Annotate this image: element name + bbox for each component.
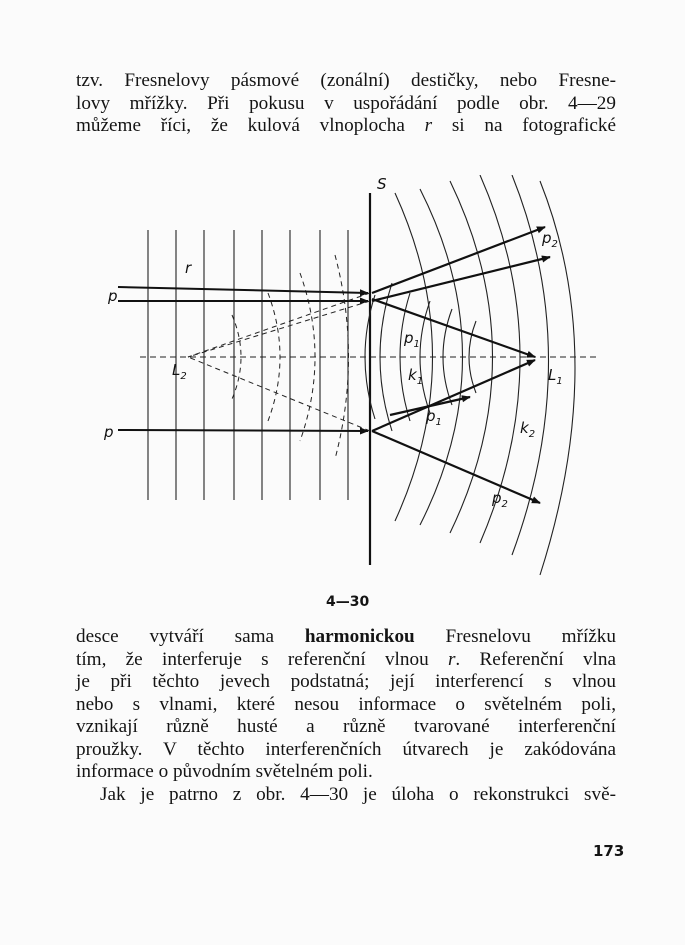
text-line: informace o původním světelném poli. [76,761,373,782]
text-run: desce vytváří sama [76,626,305,647]
text-line: proužky. V těchto interferenčních útvarech je zakódována [76,738,616,760]
label-k1: $k_1$ [408,366,424,387]
text-line [76,649,616,672]
label-s: S [377,175,387,193]
text-run: . Referenční vlna [455,648,616,670]
italic-symbol: r [424,115,433,136]
bottom-paragraph [76,626,616,806]
label-p1-lower: $p_1$ [426,407,442,428]
diffracted-beams [372,227,550,503]
text-line: Jak je patrno z obr. 4—30 je úloha o rekonstrukci svě- [100,783,616,805]
label-r: r [185,259,192,277]
italic-symbol: r [447,648,456,670]
label-p2-top: $p_2$ [542,229,558,250]
text-run: Fresnelovu mřížku [414,626,616,647]
text-line: vznikají různě husté a různě tvarované interferenční [76,716,616,737]
text-line: je při těchto jevech podstatná; její interferencí s vlnou [76,671,616,692]
label-p2-bottom: $p_2$ [492,489,508,510]
incoming-beams [118,287,368,431]
text-line: nebo s vlnami, které nesou informace o světelném poli, [76,693,616,715]
text-run: můžeme říci, že kulová vlnoplocha [76,115,425,136]
text-line: tzv. Fresnelovy pásmové (zonální) destičky, nebo Fresne- [76,70,616,91]
label-k2: $k_2$ [520,419,536,440]
bold-term: harmonickou [304,626,415,647]
text-line [76,626,616,649]
text-run: tím, že interferuje s referenční vlnou [76,648,448,670]
text-run: si na fotografické [432,115,616,136]
label-p-bottom: p [104,423,114,441]
virtual-rays [188,293,370,431]
label-l1: $L_1$ [548,366,563,387]
hologram-reconstruction-diagram [0,175,685,595]
label-l2: $L_2$ [172,361,187,382]
label-p1-upper: $p_1$ [404,329,420,350]
text-line [76,115,616,138]
page-number: 173 [593,842,625,860]
top-paragraph [76,70,616,138]
label-p-top: p [108,287,118,305]
figure-caption: 4—30 [326,594,370,610]
text-line: lovy mřížky. Při pokusu v uspořádání podle obr. 4—29 [76,92,616,114]
